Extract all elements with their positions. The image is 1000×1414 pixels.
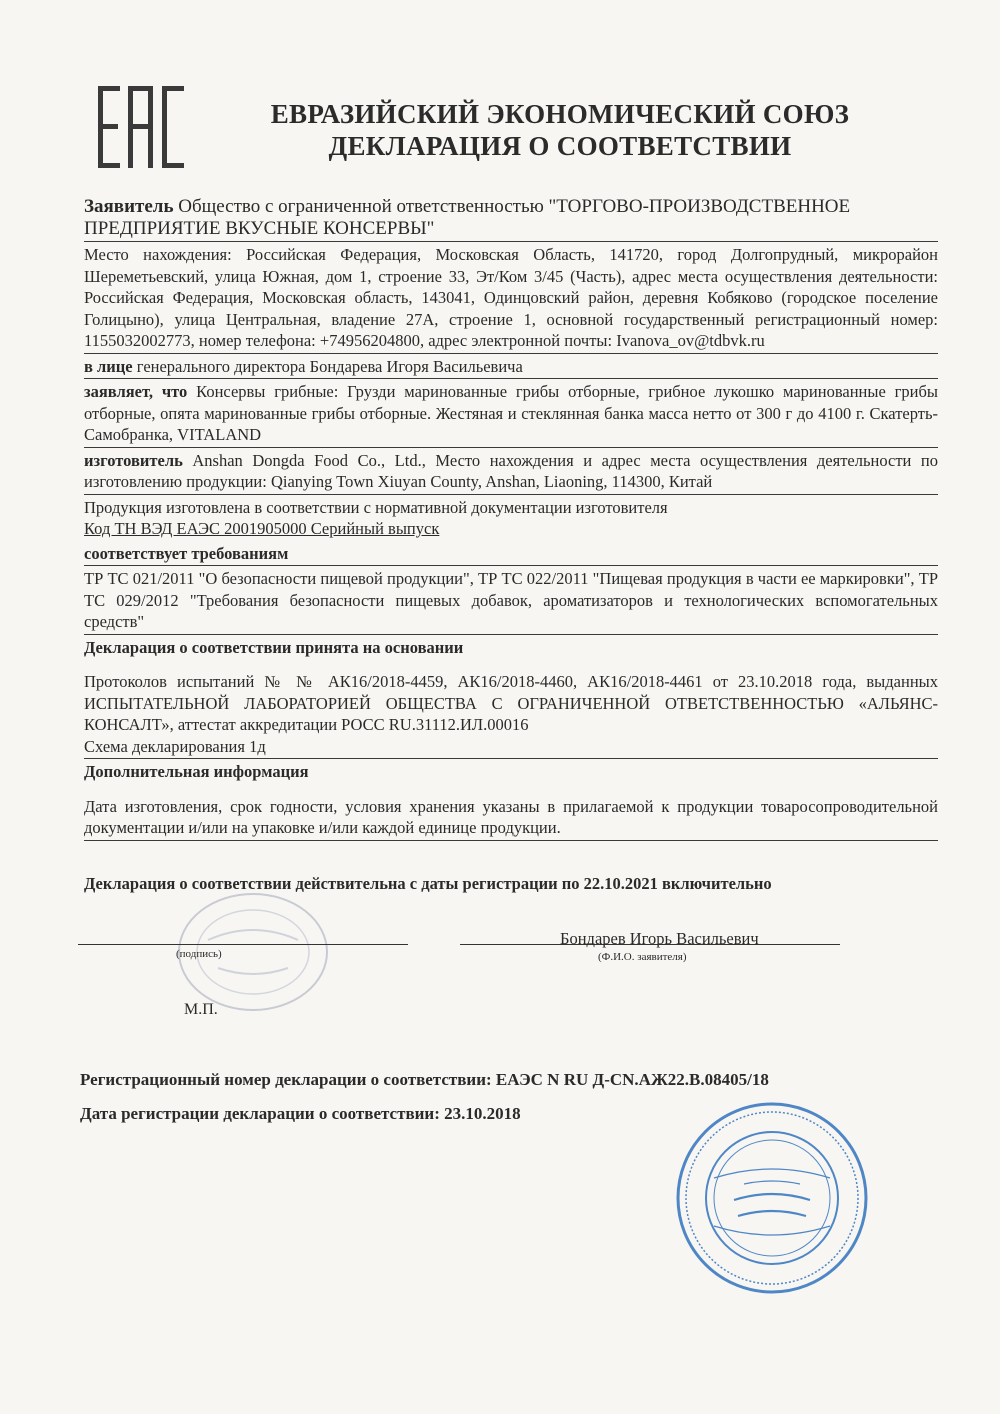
basis-text: Протоколов испытаний № № АК16/2018-4459, АК16/2018-4460, АК16/2018-4461 от 23.10.2018 года, выданных ИСПЫТАТЕЛЬНОЙ ЛАБОРАТОРИЕЙ ОБЩЕСТВА С ОГРАНИЧЕННОЙ ОТВЕТСТВЕННОСТЬЮ «АЛЬЯНС-КОНСАЛТ», аттестат аккредитации РОСС RU.31112.ИЛ.00016 xyxy=(84,672,938,734)
declares-text: Консервы грибные: Грузди маринованные грибы отборные, грибное лукошко маринованные грибы отборные, опята маринованные грибы отборные. Жестяная и стеклянная банка масса нетто от 300 г до 4100 г. Скатерть-Самобранка, VITALAND xyxy=(84,382,938,444)
signatory-name: Бондарев Игорь Васильевич xyxy=(560,929,759,948)
manufacturer-label: изготовитель xyxy=(84,450,183,470)
registration-date: Дата регистрации декларации о соответствии: 23.10.2018 xyxy=(80,1104,521,1123)
applicant-text: Общество с ограниченной ответственностью "ТОРГОВО-ПРОИЗВОДСТВЕННОЕ ПРЕДПРИЯТИЕ ВКУСНЫЕ КОНСЕРВЫ" xyxy=(84,196,851,239)
basis-label: Декларация о соответствии принята на основании xyxy=(84,637,464,657)
additional-text: Дата изготовления, срок годности, условия хранения указаны в прилагаемой к продукции товаросопроводительной документации и/или на упаковке и/или каждой единице продукции. xyxy=(84,796,938,837)
basis-scheme: Схема декларирования 1д xyxy=(84,736,266,756)
header xyxy=(240,98,880,162)
requirements-text: ТР ТС 021/2011 "О безопасности пищевой продукции", ТР ТС 022/2011 "Пищевая продукция в части ее маркировки", ТР ТС 029/2012 "Требования безопасности пищевых добавок, ароматизаторов и технологических вспомогательных средств" xyxy=(84,569,938,631)
manufacturer-text: Anshan Dongda Food Co., Ltd., Место нахождения и адрес места осуществления деятельности по изготовлению продукции: Qianying Town Xiuyan County, Anshan, Liaoning, 114300, Китай xyxy=(84,450,939,491)
declares-label: заявляет, что xyxy=(84,382,188,401)
requirements-label: соответствует требованиям xyxy=(84,543,289,563)
registration-number: Регистрационный номер декларации о соответствии: ЕАЭС N RU Д-CN.АЖ22.В.08405/18 xyxy=(80,1070,769,1089)
signature-caption: (подпись) xyxy=(176,948,222,960)
name-caption: (Ф.И.О. заявителя) xyxy=(598,951,687,963)
company-stamp xyxy=(674,1100,870,1296)
applicant-label: Заявитель xyxy=(84,196,174,217)
header-title-union: ЕВРАЗИЙСКИЙ ЭКОНОМИЧЕСКИЙ СОЮЗ xyxy=(270,99,850,129)
spacer xyxy=(84,786,938,796)
represented-by-block xyxy=(84,356,938,380)
header-title-declaration: ДЕКЛАРАЦИЯ О СООТВЕТСТВИИ xyxy=(328,131,792,161)
produced-per-block xyxy=(84,497,938,541)
additional-label-block xyxy=(84,761,938,784)
declares-block xyxy=(84,381,938,448)
applicant-block xyxy=(84,196,938,242)
signature-line xyxy=(78,944,408,945)
location-block xyxy=(84,244,938,354)
basis-label-block xyxy=(84,637,938,660)
seal-place-label: М.П. xyxy=(184,1001,218,1018)
requirements-block xyxy=(84,568,938,635)
additional-label: Дополнительная информация xyxy=(84,762,309,781)
manufacturer-block xyxy=(84,450,938,495)
additional-block xyxy=(84,796,938,841)
requirements-label-block xyxy=(84,543,938,567)
produced-per-line1: Продукция изготовлена в соответствии с нормативной документации изготовителя xyxy=(84,497,668,517)
spacer xyxy=(84,661,938,671)
declaration-body xyxy=(84,196,938,843)
validity-line: Декларация о соответствии действительна с даты регистрации по 22.10.2021 включительно xyxy=(84,874,772,893)
represented-by-label: в лице xyxy=(84,356,133,376)
location-text: Место нахождения: Российская Федерация, Московская Область, 141720, город Долгопрудный, микрорайон Шереметьевский, улица Южная, дом 1, строение 33, Эт/Ком 3/45 (Часть), адрес места осуществления деятельности: Российская Федерация, Московская область, 143041, Одинцовский район, деревня Кобяково (городское поселение Голицыно), улица Центральная, владение 27А, строение 1, основной государственный регистрационный номер: 1155032002773, номер телефона: +74956204800, адрес электронной почты: Ivanova_ov@tdbvk.ru xyxy=(84,245,938,350)
produced-per-line2: Код ТН ВЭД ЕАЭС 2001905000 Серийный выпуск xyxy=(84,519,440,538)
basis-block xyxy=(84,671,938,759)
eac-logo xyxy=(96,84,186,170)
represented-by-text: генерального директора Бондарева Игоря Васильевича xyxy=(136,356,523,376)
